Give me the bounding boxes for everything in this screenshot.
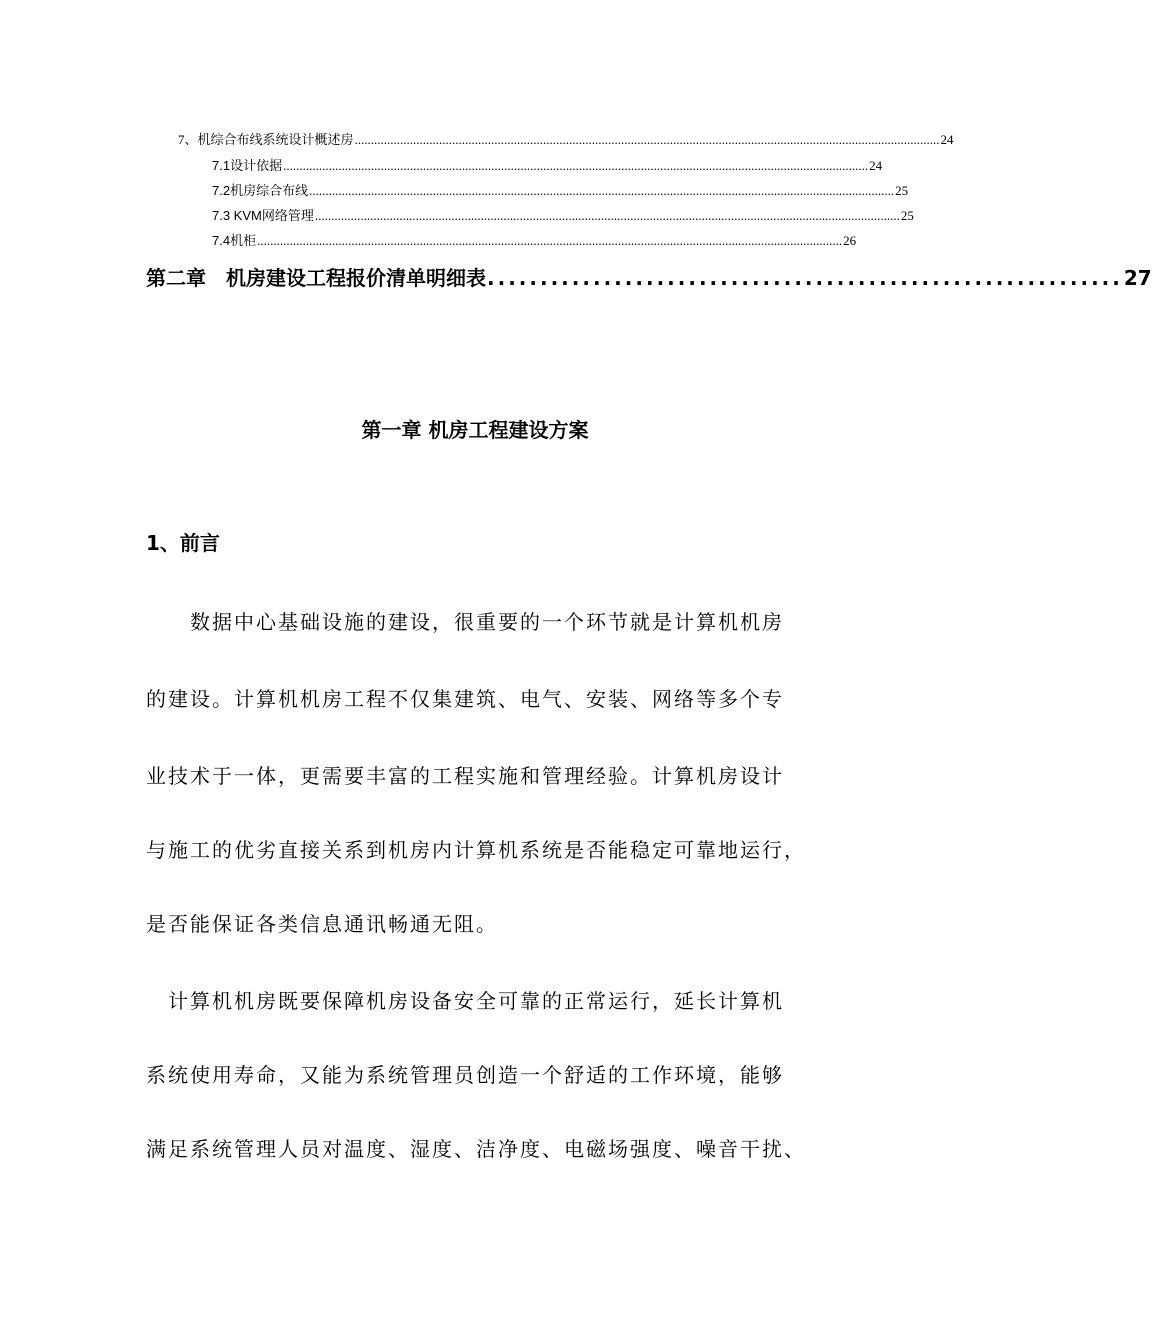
paragraph-line: 计算机机房既要保障机房设备安全可靠的正常运行，延长计算机 bbox=[168, 989, 784, 1013]
toc-entry-label: 7.4机柜 bbox=[212, 233, 257, 248]
chapter-title: 第一章 机房工程建设方案 bbox=[361, 418, 589, 442]
toc-entry-page: 24 bbox=[869, 158, 883, 173]
toc-entry-label: 7.3 KVM网络管理 bbox=[212, 208, 314, 223]
toc-leader: .................................................................................................................................................................................... bbox=[314, 208, 900, 223]
toc-leader: .................................................................................................................................................................................... bbox=[354, 132, 940, 147]
paragraph-line: 的建设。计算机机房工程不仅集建筑、电气、安装、网络等多个专 bbox=[146, 687, 784, 711]
toc-entry-7-2[interactable] bbox=[212, 180, 909, 199]
paragraph-line: 是否能保证各类信息通讯畅通无阻。 bbox=[146, 912, 498, 936]
toc-entry-page: 25 bbox=[900, 208, 914, 223]
paragraph-line: 与施工的优劣直接关系到机房内计算机系统是否能稳定可靠地运行， bbox=[146, 838, 806, 862]
toc-entry-7-1[interactable] bbox=[212, 155, 883, 174]
toc-entry-label: 7、机综合布线系统设计概述房 bbox=[178, 132, 354, 147]
toc-entry-label: 7.2机房综合布线 bbox=[212, 183, 309, 198]
toc-entry-7-3[interactable] bbox=[212, 205, 914, 224]
paragraph-line: 满足系统管理人员对温度、湿度、洁净度、电磁场强度、噪音干扰、 bbox=[146, 1137, 806, 1161]
section-title: 1、前言 bbox=[146, 531, 220, 555]
toc-leader: .................................................................................................................................................................................... bbox=[257, 233, 843, 248]
toc-chapter-2[interactable] bbox=[146, 262, 1152, 291]
toc-entry-page: 25 bbox=[895, 183, 909, 198]
toc-entry-page: 24 bbox=[940, 132, 954, 147]
toc-entry-7[interactable] bbox=[178, 129, 954, 148]
toc-leader: .................................................................................................................................................................................... bbox=[283, 158, 869, 173]
toc-chapter-page: 27 bbox=[1123, 266, 1152, 290]
paragraph-line: 系统使用寿命，又能为系统管理员创造一个舒适的工作环境，能够 bbox=[146, 1063, 784, 1087]
toc-chapter-label: 第二章 机房建设工程报价清单明细表 bbox=[146, 266, 486, 290]
paragraph-line: 数据中心基础设施的建设，很重要的一个环节就是计算机机房 bbox=[190, 610, 784, 634]
toc-leader: ............................................................ bbox=[487, 266, 1123, 290]
toc-entry-page: 26 bbox=[843, 233, 857, 248]
toc-entry-7-4[interactable] bbox=[212, 230, 857, 249]
toc-leader: .................................................................................................................................................................................... bbox=[309, 183, 895, 198]
paragraph-line: 业技术于一体，更需要丰富的工程实施和管理经验。计算机房设计 bbox=[146, 764, 784, 788]
toc-entry-label: 7.1设计依据 bbox=[212, 158, 283, 173]
